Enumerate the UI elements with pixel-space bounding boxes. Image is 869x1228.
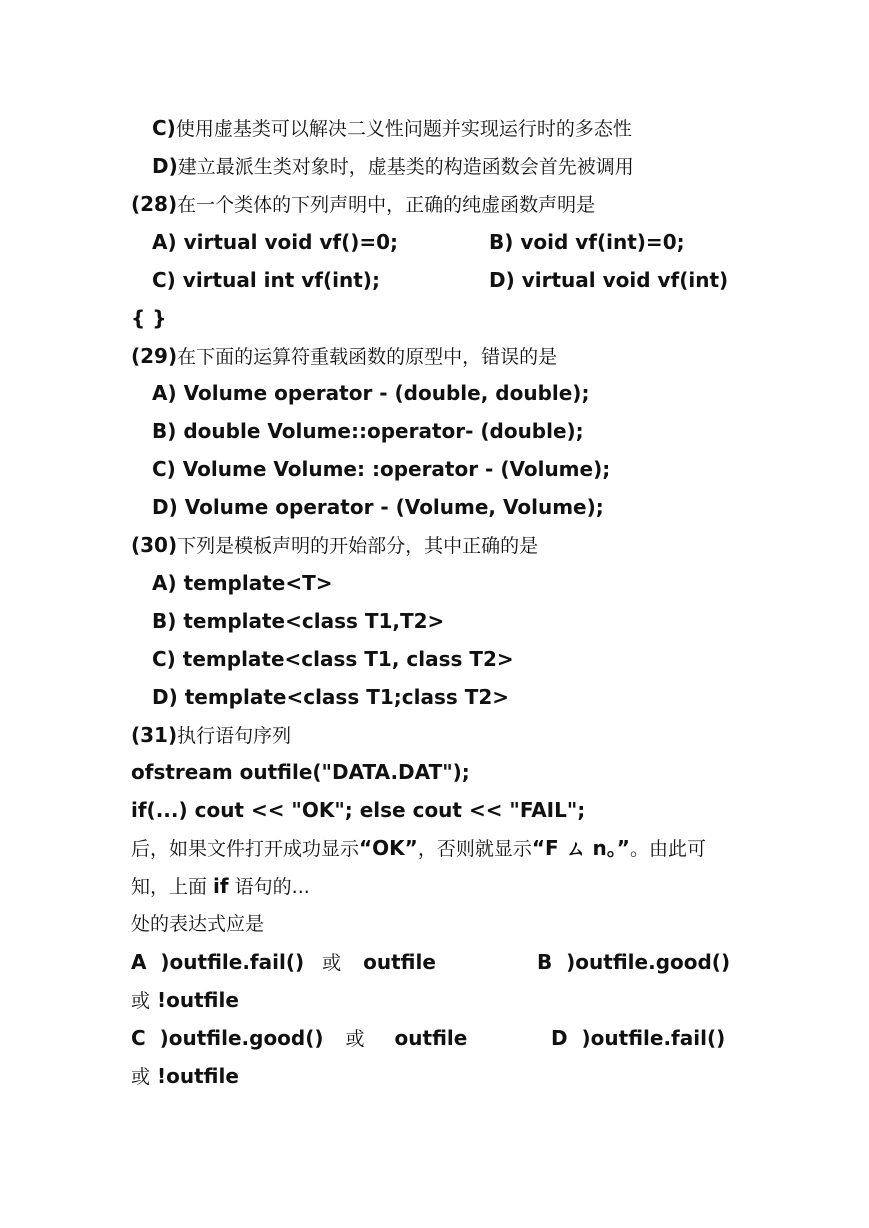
option-29a: A) Volume operator - (double, double); (152, 381, 590, 405)
option-27c: C)使用虚基类可以解决二义性问题并实现运行时的多态性 (152, 116, 632, 140)
option-31b-continuation: 或 !outfile (131, 988, 239, 1012)
option-30c: C) template<class T1, class T2> (152, 647, 514, 671)
question-31: (31)执行语句序列 (131, 723, 292, 747)
code-line-2: if(...) cout << "OK"; else cout << "FAIL"; (131, 798, 586, 822)
option-28d: D) virtual void vf(int) (489, 268, 729, 292)
option-31d: D )outfile.fail() (551, 1026, 726, 1050)
option-30d: D) template<class T1;class T2> (152, 685, 510, 709)
text-line-3: 处的表达式应是 (131, 913, 265, 935)
option-29c: C) Volume Volume: :operator - (Volume); (152, 457, 611, 481)
option-28a: A) virtual void vf()=0; (152, 230, 399, 254)
option-27d: D)建立最派生类对象时，虚基类的构造函数会首先被调用 (152, 154, 634, 178)
option-29b: B) double Volume::operator- (double); (152, 419, 584, 443)
question-29: (29)在下面的运算符重载函数的原型中，错误的是 (131, 344, 558, 368)
text-line-2: 知，上面 if 语句的... (131, 874, 310, 898)
text-line-1: 后，如果文件打开成功显示“OK”，否则就显示“F ㄙ n。”。由此可 (131, 836, 706, 860)
question-30: (30)下列是模板声明的开始部分，其中正确的是 (131, 533, 539, 557)
option-29d: D) Volume operator - (Volume, Volume); (152, 495, 604, 519)
option-31b: B )outfile.good() (537, 950, 731, 974)
option-30a: A) template<T> (152, 571, 333, 595)
option-31a: A )outfile.fail() 或 outfile (131, 950, 436, 974)
option-31c: C )outfile.good() 或 outfile (131, 1026, 468, 1050)
code-line-1: ofstream outfile("DATA.DAT"); (131, 760, 470, 784)
option-30b: B) template<class T1,T2> (152, 609, 445, 633)
option-28b: B) void vf(int)=0; (489, 230, 685, 254)
question-28: (28)在一个类体的下列声明中，正确的纯虚函数声明是 (131, 192, 596, 216)
option-28c: C) virtual int vf(int); (152, 268, 380, 292)
option-31d-continuation: 或 !outfile (131, 1064, 239, 1088)
option-28d-continuation: { } (131, 306, 167, 330)
